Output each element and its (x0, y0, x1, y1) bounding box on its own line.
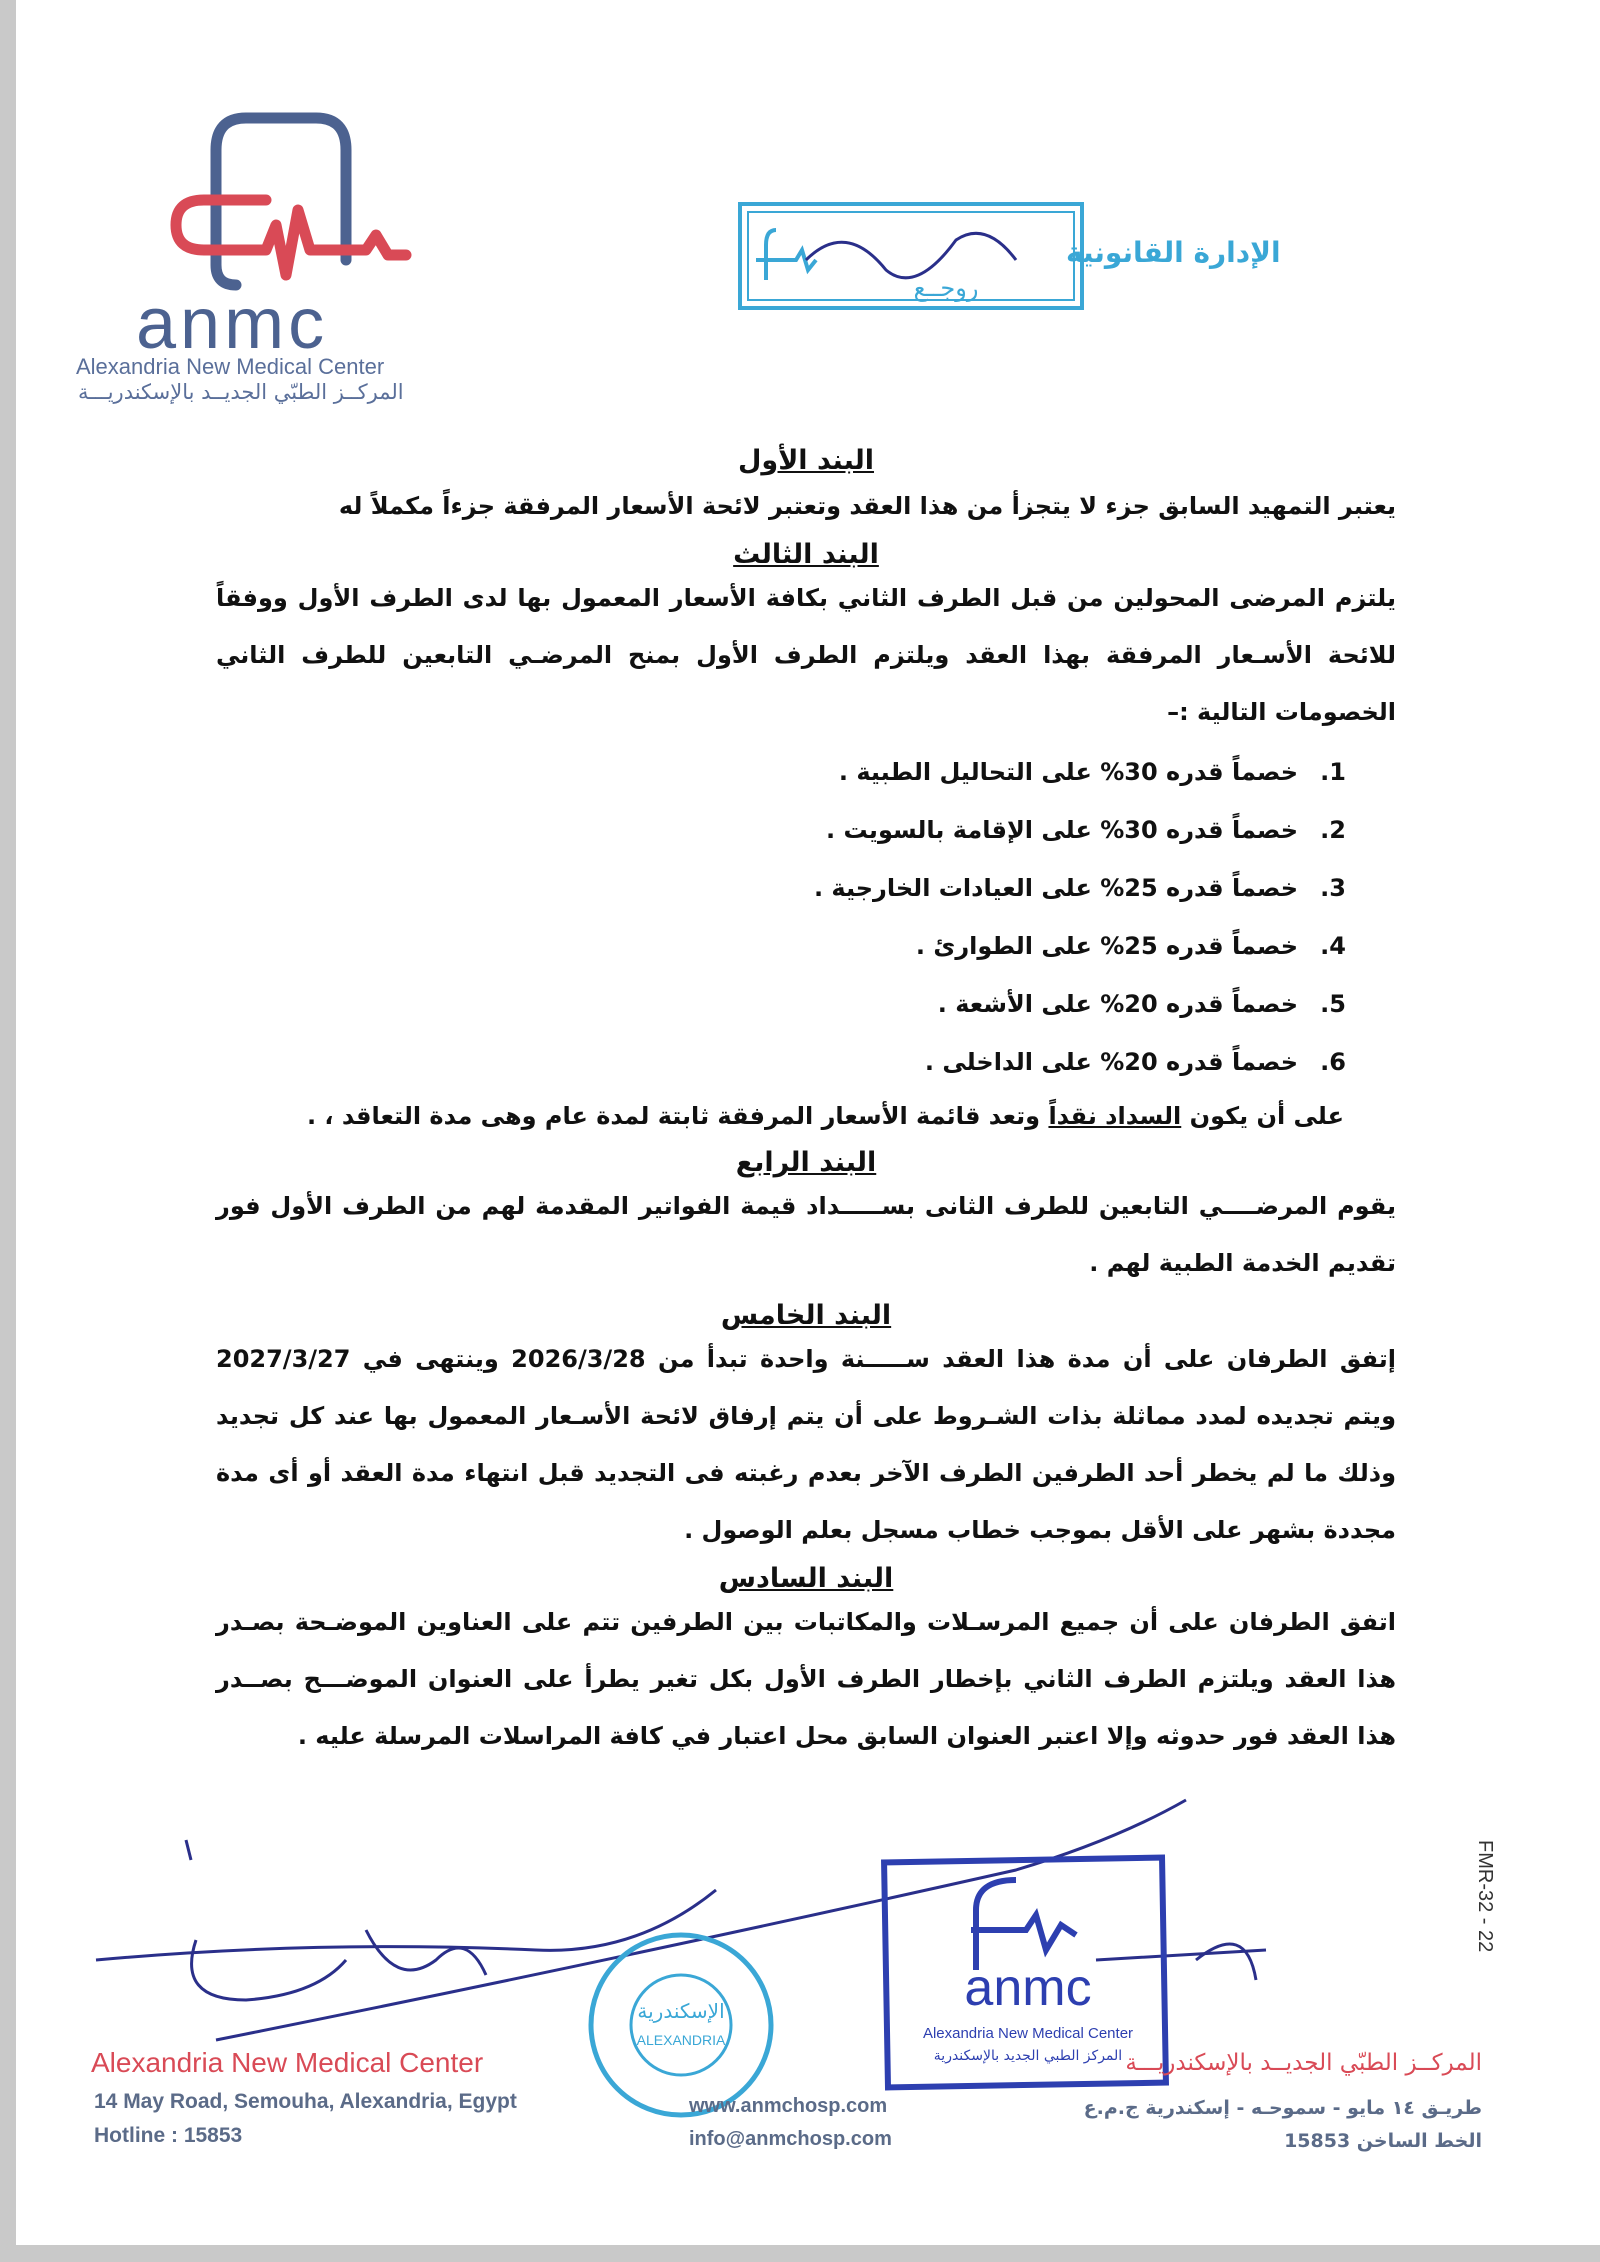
center-square-stamp (884, 1858, 1166, 2088)
svg-text:anmc: anmc (964, 1959, 1092, 2017)
section-heading: البند الأول (737, 445, 874, 476)
svg-text:روجــع: روجــع (913, 274, 979, 302)
section-heading: البند السادس (718, 1563, 894, 1594)
payment-note: على أن يكون السداد نقداً وتعد قائمة الأسعار المرفقة ثابتة لمدة عام وهى مدة التعاقد ، . (306, 1102, 1344, 1130)
section-paragraph: يقوم المرضــــي التابعين للطرف الثانى بســـــداد قيمة الفواتير المقدمة لهم من الطرف الأول فور تقديم الخدمة الطبية لهم . (216, 1192, 1396, 1277)
section-paragraph: يعتبر التمهيد السابق جزء لا يتجزأ من هذا العقد وتعتبر لائحة الأسعار المرفقة جزءاً مكملاً له (338, 492, 1396, 520)
footer-hotline-en: Hotline : 15853 (94, 2124, 243, 2147)
discount-list (216, 743, 1396, 1141)
list-item: 1.خصماً قدره 30% على التحاليل الطبية . (838, 758, 1346, 786)
section-heading: البند الثالث (733, 539, 879, 570)
footer-address-en: 14 May Road, Semouha, Alexandria, Egypt (94, 2090, 517, 2113)
svg-text:ALEXANDRIA: ALEXANDRIA (636, 2032, 726, 2048)
footer-email-link[interactable]: info@anmchosp.com (689, 2128, 892, 2150)
footer-address-ar: طريـق ١٤ مايو - سموحـه - إسكندرية ج.م.ع (1083, 2097, 1482, 2119)
document-code: FMR-32 - 22 (1474, 1840, 1496, 1953)
logo-name-en: Alexandria New Medical Center (76, 354, 385, 379)
handwritten-signature (96, 1800, 1266, 2040)
footer-website-link[interactable]: www.anmchosp.com (689, 2095, 888, 2117)
stamp-signature (806, 233, 1016, 277)
logo-wordmark: anmc (136, 284, 329, 364)
list-item: 5.خصماً قدره 20% على الأشعة . (937, 990, 1346, 1018)
legal-approval-stamp (736, 200, 1281, 312)
contract-body (216, 445, 1396, 1765)
section-paragraph: يلتزم المرضى المحولين من قبل الطرف الثاني بكافة الأسعار المعمول بها لدى الطرف الأول ووفقاً للائحة الأسـعار المرفقة بهذا العقد ويلتزم الطرف الأول بمنح المرضـي التابعين للطرف الثاني الخصومات التالية :– (216, 584, 1396, 726)
list-item: 6.خصماً قدره 20% على الداخلى . (924, 1048, 1346, 1076)
logo-name-ar: المركــز الطبّي الجديــد بالإسكندريـــة (78, 380, 404, 404)
section-paragraph: إتفق الطرفان على أن مدة هذا العقد ســـــنة واحدة تبدأ من 2026/3/28 وينتهى في 2027/3/27 ويتم تجديده لمدد مماثلة بذات الشـروط على أن يتم إرفاق لائحة الأسـعار المعمول بها عند كل تجديد وذلك ما لم يخطر أحد الطرفين الطرف الآخر بعدم رغبته فى التجديد قبل انتهاء مدة العقد أو أى مدة مجددة بشهر على الأقل بموجب خطاب مسجل بعلم الوصول . (216, 1345, 1396, 1544)
club-round-stamp (591, 1935, 771, 2115)
stamp-text: الإدارة القانونية (1066, 236, 1281, 269)
svg-text:الإسكندرية: الإسكندرية (637, 1999, 725, 2023)
svg-text:المركز الطبي الجديد بالإسكندري: المركز الطبي الجديد بالإسكندرية (933, 2048, 1123, 2064)
section-heading: البند الرابع (735, 1147, 877, 1178)
stamp-logo-icon (756, 230, 816, 280)
list-item: 4.خصماً قدره 25% على الطوارئ . (915, 932, 1346, 960)
footer-name-ar: المركــز الطبّي الجديــد بالإسكندريـــة (1125, 2050, 1482, 2076)
heartbeat-icon (176, 118, 406, 285)
svg-text:Alexandria New Medical Center: Alexandria New Medical Center (922, 2025, 1134, 2042)
section-paragraph: اتفق الطرفان على أن جميع المرسـلات والمكاتبات بين الطرفين تتم على العناوين الموضـحة بصـدر هذا العقد ويلتزم الطرف الثاني بإخطار الطرف الأول بكل تغير يطرأ على العنوان الموضـــح بصــدر هذا العقد فور حدوثه وإلا اعتبر العنوان السابق محل اعتبار في كافة المراسلات المرسلة عليه . (216, 1608, 1396, 1750)
list-item: 3.خصماً قدره 25% على العيادات الخارجية . (813, 874, 1346, 902)
contract-page (16, 0, 1600, 2245)
footer-hotline-ar: الخط الساخن 15853 (1284, 2130, 1482, 2152)
list-item: 2.خصماً قدره 30% على الإقامة بالسويت . (826, 816, 1346, 844)
section-heading: البند الخامس (720, 1300, 892, 1331)
footer-name-en: Alexandria New Medical Center (91, 2047, 484, 2078)
